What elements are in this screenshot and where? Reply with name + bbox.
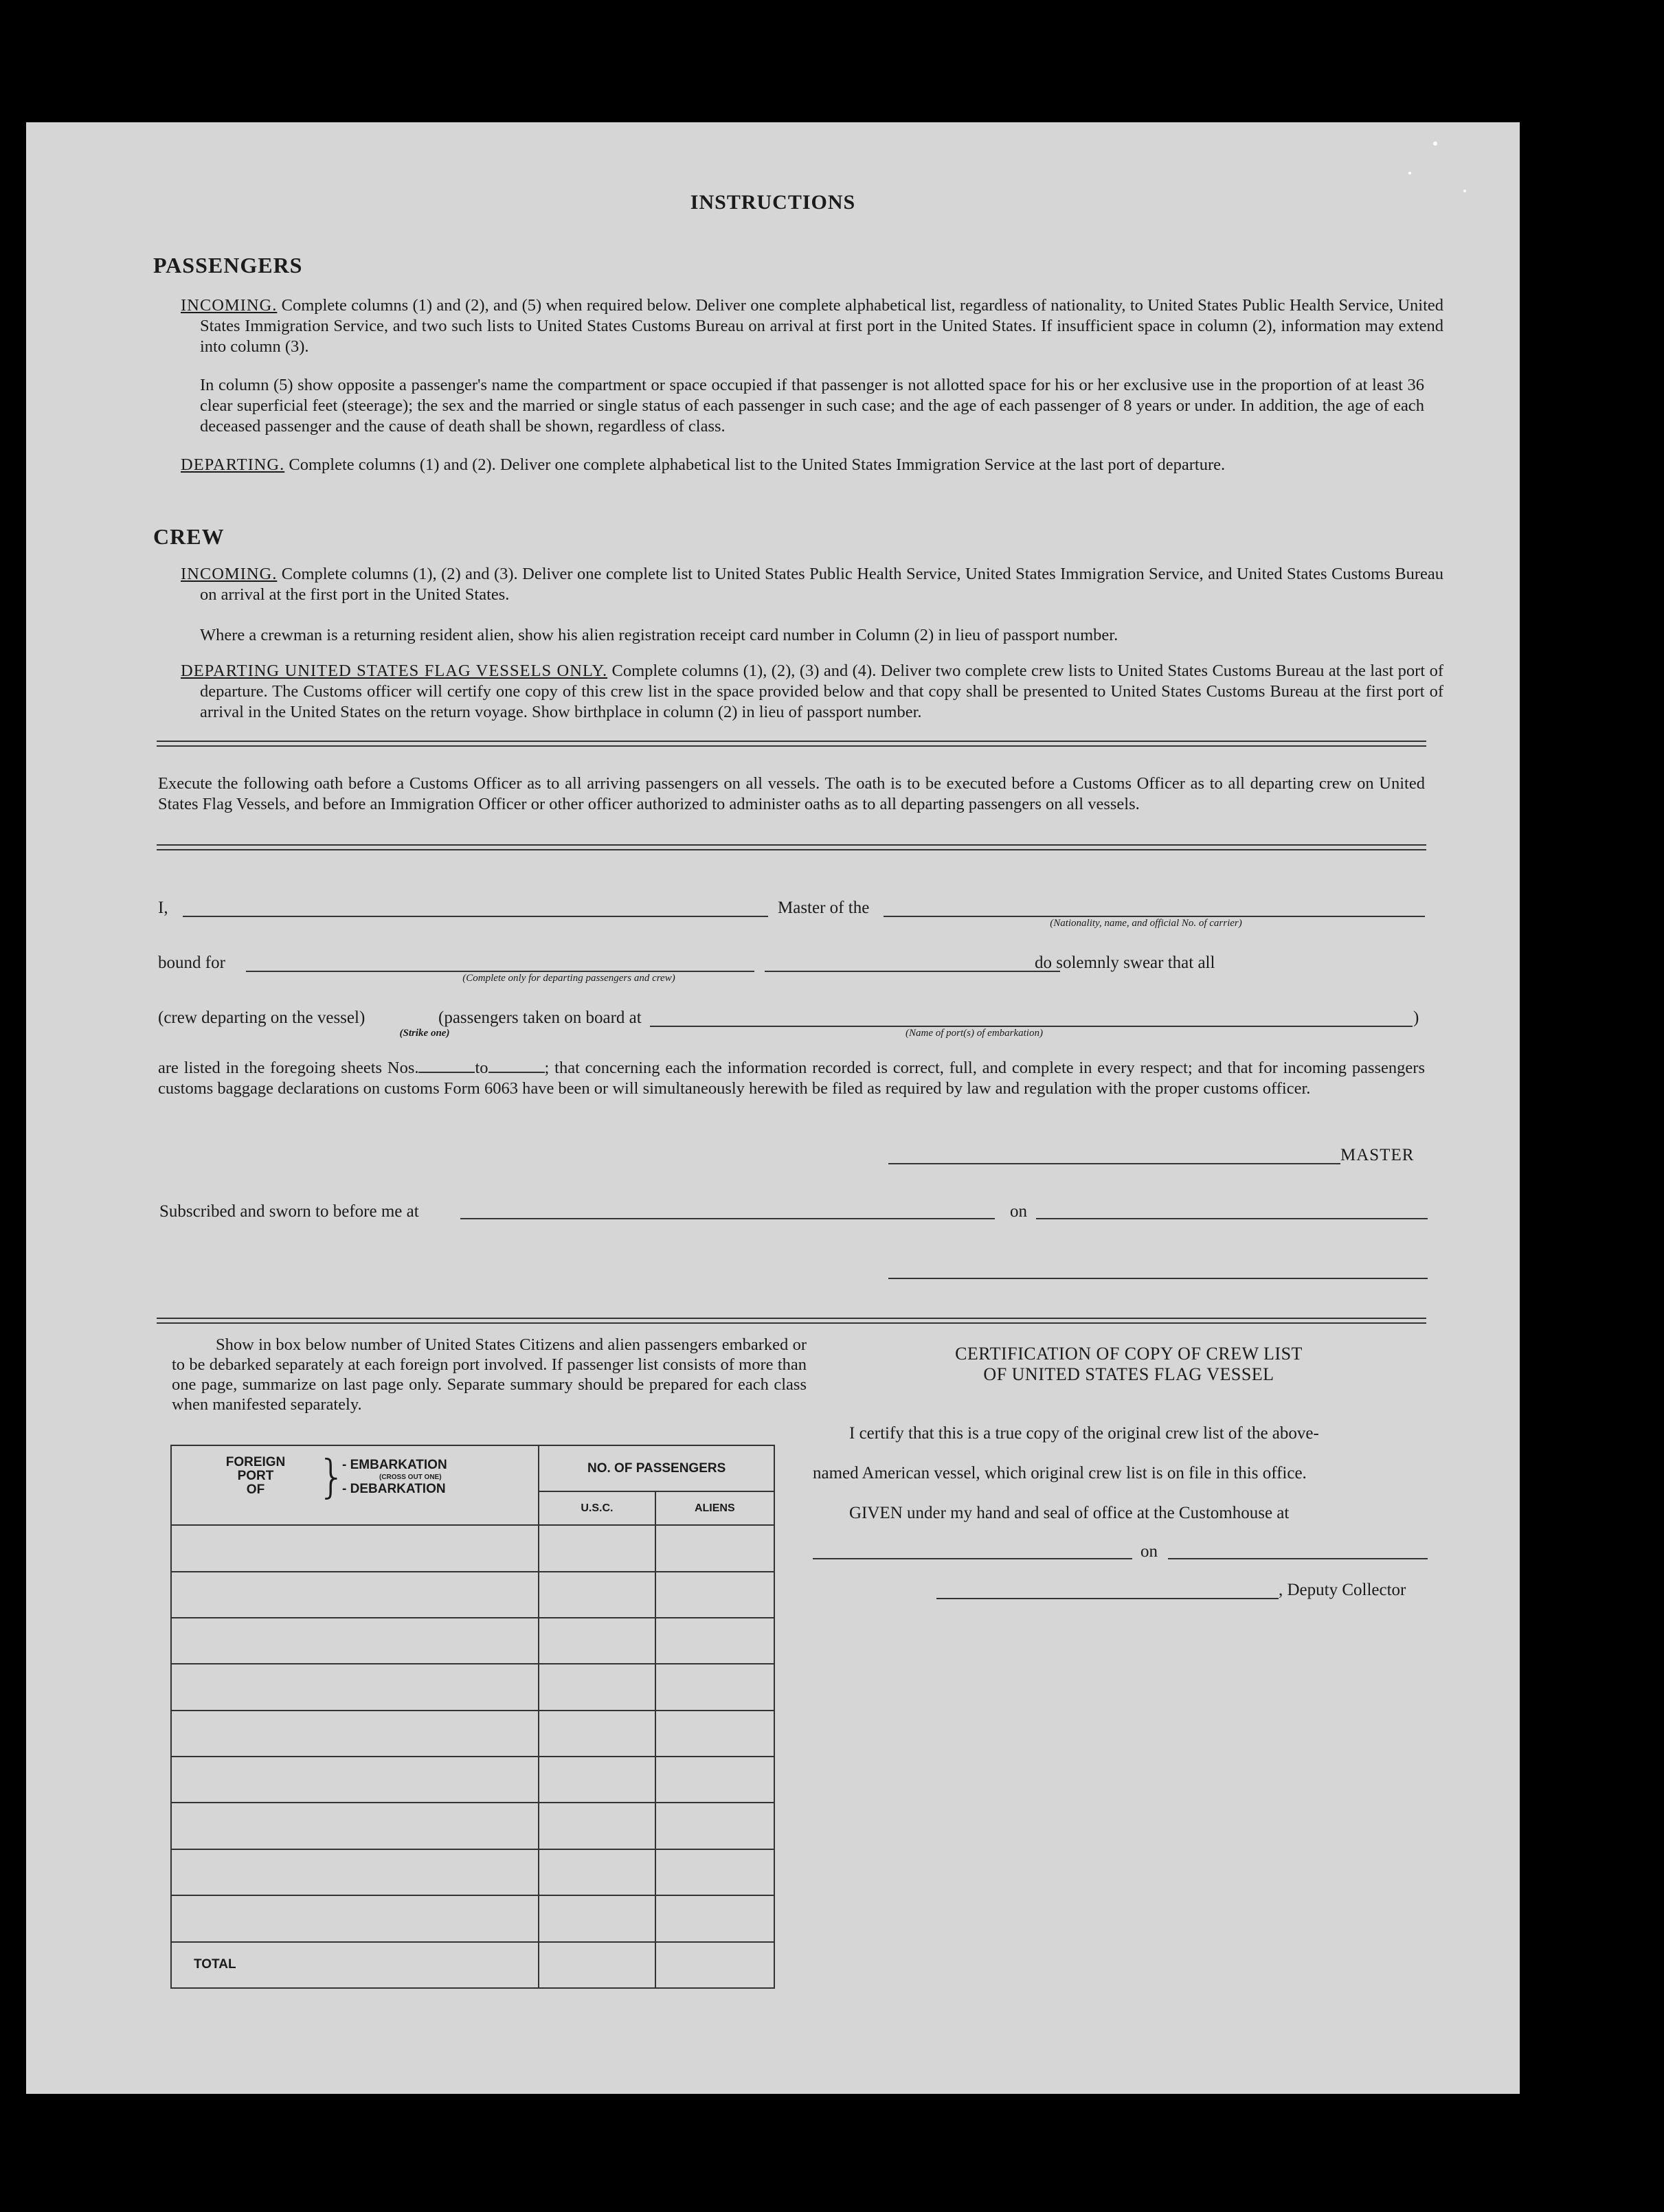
certification-line-3: GIVEN under my hand and seal of office at the Customhouse at <box>849 1504 1290 1522</box>
usc-cell[interactable] <box>539 1572 655 1618</box>
passengers-incoming-paragraph <box>181 295 1443 357</box>
embarkation-caption: (Name of port(s) of embarkation) <box>906 1028 1043 1039</box>
crew-heading: CREW <box>153 524 225 549</box>
subscribed-date-field[interactable] <box>1036 1218 1428 1219</box>
passengers-heading: PASSENGERS <box>153 253 303 278</box>
usc-header: U.S.C. <box>539 1491 655 1525</box>
scan-speck <box>1463 190 1466 192</box>
port-cell[interactable] <box>171 1572 539 1618</box>
foreign-label: FOREIGN <box>225 1455 286 1469</box>
form-page <box>26 122 1520 2094</box>
subscribed-label: Subscribed and sworn to before me at <box>159 1202 419 1221</box>
passengers-incoming-label: INCOMING. <box>181 296 278 315</box>
usc-cell[interactable] <box>539 1803 655 1849</box>
aliens-header: ALIENS <box>655 1491 774 1525</box>
port-cell[interactable] <box>171 1711 539 1757</box>
page-title: INSTRUCTIONS <box>690 191 856 214</box>
crew-departing-option[interactable]: (crew departing on the vessel) <box>158 1008 366 1027</box>
usc-cell[interactable] <box>539 1664 655 1710</box>
aliens-cell[interactable] <box>655 1895 774 1941</box>
certification-line-1: I certify that this is a true copy of the original crew list of the above- <box>849 1424 1319 1443</box>
listed-prefix: are listed in the foregoing sheets Nos. <box>158 1059 419 1077</box>
crew-departing-paragraph <box>181 661 1443 723</box>
usc-cell[interactable] <box>539 1757 655 1803</box>
bound-for-label: bound for <box>158 953 225 972</box>
summary-instructions: Show in box below number of United States Citizens and alien passengers embarked or to be debarked separately at each foreign port involved. If passenger list consists of more than one page, summarize on last page only. Separate summary should be prepared for each class when manifested separately. <box>172 1335 807 1414</box>
customhouse-field[interactable] <box>813 1558 1132 1559</box>
on-label: on <box>1010 1202 1027 1221</box>
passengers-taken-option[interactable]: (passengers taken on board at <box>438 1008 642 1027</box>
debarkation-label: - DEBARKATION <box>342 1482 446 1496</box>
usc-cell[interactable] <box>539 1849 655 1895</box>
aliens-cell[interactable] <box>655 1572 774 1618</box>
port-cell[interactable] <box>171 1618 539 1664</box>
usc-cell[interactable] <box>539 1618 655 1664</box>
section-divider <box>157 844 1426 850</box>
crew-departing-label: DEPARTING UNITED STATES FLAG VESSELS ONLY. <box>181 662 608 680</box>
port-cell[interactable] <box>171 1803 539 1849</box>
port-cell[interactable] <box>171 1895 539 1941</box>
crew-incoming-paragraph <box>181 564 1443 605</box>
aliens-cell[interactable] <box>655 1803 774 1849</box>
swear-label: do solemnly swear that all <box>1035 953 1215 972</box>
aliens-cell[interactable] <box>655 1849 774 1895</box>
bound-for-field[interactable] <box>246 971 754 972</box>
passengers-departing-paragraph <box>181 455 1443 475</box>
usc-total-cell[interactable] <box>539 1942 655 1988</box>
aliens-cell[interactable] <box>655 1757 774 1803</box>
crew-incoming-text: Complete columns (1), (2) and (3). Deliver one complete list to United States Public Health Service, United States Immigration Service, and United States Customs Bureau on arrival at the first port in the United States. <box>200 565 1443 604</box>
cross-out-note: (CROSS OUT ONE) <box>379 1474 442 1481</box>
embarkation-ports-field[interactable] <box>650 1026 1413 1027</box>
officer-signature-field[interactable] <box>888 1278 1428 1279</box>
total-label: TOTAL <box>171 1942 539 1988</box>
deputy-collector-label: , Deputy Collector <box>1279 1581 1406 1599</box>
port-header-cell <box>171 1445 539 1525</box>
port-label: PORT <box>237 1469 274 1483</box>
to-label: to <box>475 1059 488 1077</box>
section-divider <box>157 1318 1426 1324</box>
close-paren: ) <box>1413 1008 1419 1027</box>
aliens-cell[interactable] <box>655 1711 774 1757</box>
bound-for-field-2[interactable] <box>765 971 1060 972</box>
usc-cell[interactable] <box>539 1711 655 1757</box>
crew-returning-resident-paragraph: Where a crewman is a returning resident alien, show his alien registration receipt card number in Column (2) in lieu of passport number. <box>200 626 1118 644</box>
passengers-column5-paragraph: In column (5) show opposite a passenger's name the compartment or space occupied if that passenger is not allotted space for his or her exclusive use in the proportion of at least 36 clear superficial feet (steerage); the sex and the married or single status of each passenger in such case; and the age of each passenger of 8 years or under. In addition, the age of each deceased passenger and the cause of death shall be shown, regardless of class. <box>200 376 1424 436</box>
master-of-label: Master of the <box>778 899 870 917</box>
certification-line-2: named American vessel, which original crew list is on file in this office. <box>813 1464 1307 1482</box>
subscribed-place-field[interactable] <box>460 1218 995 1219</box>
usc-cell[interactable] <box>539 1895 655 1941</box>
bound-for-caption: (Complete only for departing passengers and crew) <box>462 973 675 984</box>
scan-speck <box>1433 142 1437 146</box>
strike-one-caption: (Strike one) <box>399 1028 450 1039</box>
carrier-caption: (Nationality, name, and official No. of carrier) <box>1050 918 1242 929</box>
crew-departing-text: Complete columns (1), (2), (3) and (4). Deliver two complete crew lists to United States Customs Bureau at the last port of departure. The Customs officer will certify one copy of this crew list in the space provided below and that copy shall be presented to United States Customs Bureau at the first port of arrival in the United States on the return voyage. Show birthplace in column (2) in lieu of passport number. <box>200 662 1443 721</box>
master-signature-field[interactable] <box>888 1163 1340 1164</box>
master-name-field[interactable] <box>183 916 768 917</box>
oath-instructions-paragraph: Execute the following oath before a Customs Officer as to all arriving passengers on all vessels. The oath is to be executed before a Customs Officer as to all departing crew on United States Flag Vessels, and before an Immigration Officer or other officer authorized to administer oaths as to all departing passengers on all vessels. <box>158 774 1425 813</box>
aliens-cell[interactable] <box>655 1618 774 1664</box>
scan-speck <box>1408 172 1411 174</box>
port-cell[interactable] <box>171 1849 539 1895</box>
listed-paragraph <box>158 1058 1425 1099</box>
certification-title-line-1: CERTIFICATION OF COPY OF CREW LIST <box>955 1344 1303 1364</box>
sheet-to-field[interactable] <box>488 1072 545 1073</box>
passengers-departing-label: DEPARTING. <box>181 455 285 474</box>
passengers-departing-text: Complete columns (1) and (2). Deliver one complete alphabetical list to the United States Immigration Service at the last port of departure. <box>284 455 1226 474</box>
crew-incoming-label: INCOMING. <box>181 565 278 583</box>
embarkation-label: - EMBARKATION <box>342 1458 447 1472</box>
foreign-port-of-label <box>214 1456 297 1497</box>
brace-glyph: } <box>317 1450 346 1503</box>
certification-title-line-2: OF UNITED STATES FLAG VESSEL <box>983 1364 1274 1384</box>
oath-i-label: I, <box>158 899 168 917</box>
aliens-total-cell[interactable] <box>655 1942 774 1988</box>
carrier-field[interactable] <box>884 916 1425 917</box>
port-cell[interactable] <box>171 1664 539 1710</box>
deputy-signature-field[interactable] <box>936 1598 1279 1599</box>
certification-title <box>837 1344 1421 1385</box>
passengers-incoming-text: Complete columns (1) and (2), and (5) when required below. Deliver one complete alphabetical list, regardless of nationality, to United States Public Health Service, United States Immigration Service, and two such lists to United States Customs Bureau on arrival at first port in the United States. If insufficient space in column (2), information may extend into column (3). <box>200 296 1443 356</box>
certification-date-field[interactable] <box>1168 1558 1428 1559</box>
port-cell[interactable] <box>171 1525 539 1571</box>
passenger-summary-table <box>170 1445 775 1989</box>
listed-rest: ; that concerning each the information recorded is correct, full, and complete in every respect; and that for incoming passengers customs baggage declarations on customs Form 6063 have been or will simultaneously herewith be filed as required by law and regulation with the proper customs officer. <box>158 1059 1425 1098</box>
aliens-cell[interactable] <box>655 1525 774 1571</box>
usc-cell[interactable] <box>539 1525 655 1571</box>
master-label: MASTER <box>1340 1146 1415 1164</box>
aliens-cell[interactable] <box>655 1664 774 1710</box>
sheet-from-field[interactable] <box>418 1072 475 1073</box>
no-of-passengers-header: NO. OF PASSENGERS <box>539 1445 774 1491</box>
certification-on-label: on <box>1140 1542 1158 1561</box>
section-divider <box>157 741 1426 747</box>
port-cell[interactable] <box>171 1757 539 1803</box>
of-label: OF <box>246 1482 265 1497</box>
